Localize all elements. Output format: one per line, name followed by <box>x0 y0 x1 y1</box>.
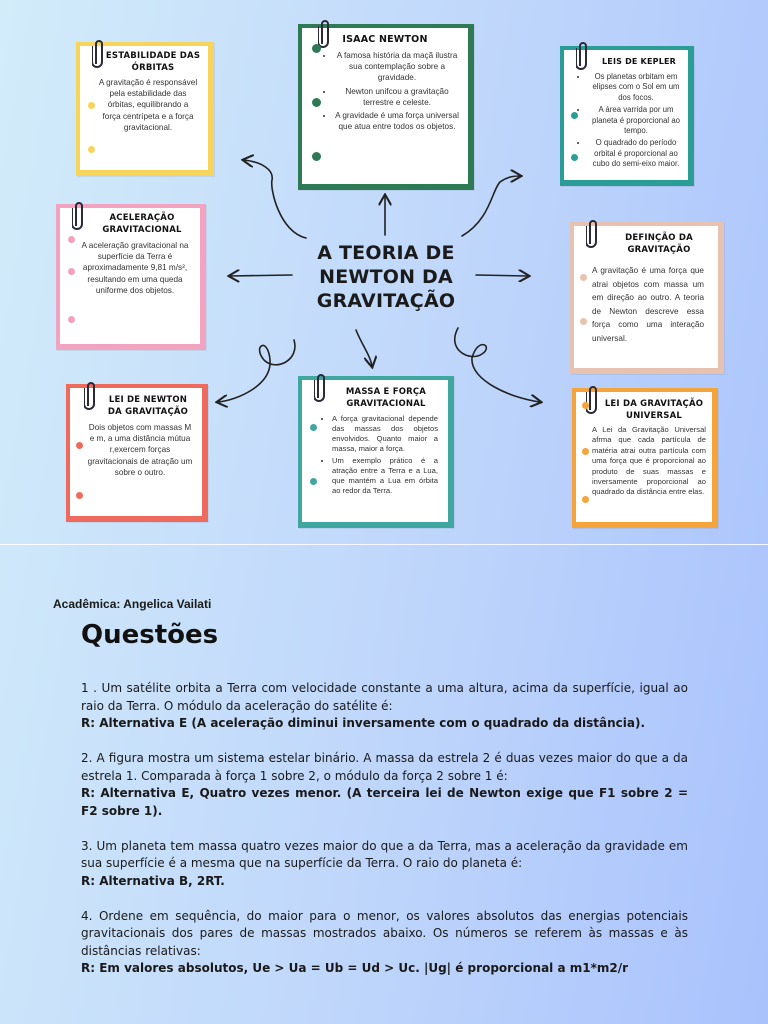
paperclip-icon <box>586 218 600 250</box>
list-item: • Um exemplo prático é a atração entre a Terra e a Lua, que mantém a Lua em órbita ao redor da Terra. <box>332 456 438 496</box>
bullet-dot <box>88 102 95 109</box>
question-text: 3. Um planeta tem massa quatro vezes maior do que a da Terra, mas a aceleração da gravidade em sua superfície é a mesma que na superfície da Terra. O raio do planeta é: <box>81 838 688 870</box>
note-body: A Lei da Gravitação Universal afrma que cada partícula de matéria atrai outra partícula com uma força que é proporcional ao produto de suas massas e inversamente proporcional ao quadrado da distância entre elas. <box>592 425 706 497</box>
author-line: Acadêmica: Angelica Vailati <box>53 597 212 611</box>
section-divider <box>0 544 768 545</box>
note-title: ACELERAÇÃO GRAVITACIONAL <box>102 213 182 235</box>
answer-text: R: Alternativa E, Quatro vezes menor. (A terceira lei de Newton exige que F1 sobre 2 = F2 sobre 1). <box>81 786 688 818</box>
arrow-to-aceleracao <box>230 275 292 276</box>
bullet-dot <box>68 316 75 323</box>
list-item: • A gravidade é uma força universal que atua entre todos os objetos. <box>334 110 460 132</box>
note-definicao <box>570 222 724 374</box>
bullet-dot <box>88 146 95 153</box>
paperclip-icon <box>586 384 600 416</box>
note-title: LEIS DE KEPLER <box>601 57 677 66</box>
note-massa <box>298 376 454 528</box>
bullet-dot <box>571 112 578 119</box>
bullet-dot <box>312 98 321 107</box>
answer-text: R: Alternativa B, 2RT. <box>81 873 225 888</box>
note-title: ISAAC NEWTON <box>342 34 428 45</box>
list-item: • Newton unifcou a gravitação terrestre e celeste. <box>334 86 460 108</box>
list-item: • O quadrado do período orbital é proporcional ao cubo do semi-eixo maior. <box>588 138 684 169</box>
paperclip-icon <box>92 38 106 70</box>
note-universal <box>572 388 718 528</box>
note-kepler <box>560 46 694 186</box>
questions-list <box>81 680 688 978</box>
note-title: LEI DE NEWTON DA GRAVITAÇÃO <box>107 395 189 417</box>
paperclip-icon <box>314 372 328 404</box>
note-aceleracao <box>56 204 206 350</box>
question-text: 4. Ordene em sequência, do maior para o menor, os valores absolutos das energias potenciais gravitacionais dos pares de massas mostrados abaixo. Os números se referem às massas e às distâncias relativas: <box>81 908 688 958</box>
bullet-dot <box>310 478 317 485</box>
bullet-dot <box>310 424 317 431</box>
note-title: ESTABILIDADE DAS ÓRBITAS <box>105 51 201 73</box>
note-isaac-newton <box>298 24 474 190</box>
bullet-dot <box>312 44 321 53</box>
note-body: A gravitação é uma força que atrai objetos com massa um em direção ao outro. A teoria de Newton descreve essa força como uma interação universal. <box>592 266 704 343</box>
note-lei-newton <box>66 384 208 522</box>
question-text: 2. A figura mostra um sistema estelar binário. A massa da estrela 2 é duas vezes maior do que a da estrela 1. Comparada à força 1 sobre 2, o módulo da força 2 sobre 1 é: <box>81 751 688 783</box>
bullet-dot <box>580 318 587 325</box>
answer-text: R: Alternativa E (A aceleração diminui inversamente com o quadrado da distância). <box>81 716 646 730</box>
note-body: A gravitação é responsável pela estabilidade das órbitas, equilibrando a força centrípeta e a força gravitacional. <box>98 78 198 132</box>
question-text: 1 . Um satélite orbita a Terra com velocidade constante a uma altura, acima da superfície, igual ao raio da Terra. O módulo da aceleração do satélite é: <box>81 681 688 713</box>
arrow-to-definicao <box>476 275 528 276</box>
paperclip-icon <box>72 200 86 232</box>
paperclip-icon <box>84 380 98 412</box>
bullet-dot <box>580 274 587 281</box>
arrow-to-lei-newton <box>218 340 295 402</box>
note-title: LEI DA GRAVITAÇÃO UNIVERSAL <box>604 399 704 421</box>
note-body: A aceleração gravitacional na superfície da Terra é aproximadamente 9,81 m/s², resultando em uma queda uniforme dos objetos. <box>81 241 189 295</box>
list-item: • A área varrida por um planeta é proporcional ao tempo. <box>588 105 684 136</box>
arrow-to-estabilidade <box>244 160 306 238</box>
arrow-to-universal <box>455 328 540 402</box>
center-title: A TEORIA DE NEWTON DA GRAVITAÇÃO <box>316 242 456 312</box>
arrow-to-massa <box>356 330 372 366</box>
bullet-dot <box>571 154 578 161</box>
list-item: • A força gravitacional depende das massas dos objetos envolvidos. Quanto maior a massa, maior a força. <box>332 414 438 454</box>
note-body <box>302 50 468 132</box>
note-estabilidade <box>76 42 214 176</box>
questions-title: Questões <box>81 620 219 650</box>
bullet-dot <box>76 492 83 499</box>
note-body: Dois objetos com massas M e m, a uma distância mútua r,exercem forças gravitacionais de atração um sobre o outro. <box>87 423 193 477</box>
note-body <box>302 414 448 496</box>
bullet-dot <box>68 268 75 275</box>
bullet-dot <box>312 152 321 161</box>
bullet-dot <box>582 448 589 455</box>
bullet-dot <box>582 496 589 503</box>
note-body <box>564 72 688 170</box>
bullet-dot <box>68 236 75 243</box>
paperclip-icon <box>576 40 590 72</box>
list-item: • A famosa história da maçã ilustra sua contemplação sobre a gravidade. <box>334 50 460 84</box>
bullet-dot <box>76 442 83 449</box>
note-title: MASSA E FORÇA GRAVITACIONAL <box>345 387 427 409</box>
answer-text: R: Em valores absolutos, Ue > Ua = Ub = Ud > Uc. |Ug| é proporcional a m1*m2/r <box>81 961 629 975</box>
list-item: • Os planetas orbitam em elipses com o Sol em um dos focos. <box>588 72 684 103</box>
note-title: DEFINÇÃO DA GRAVITAÇÃO <box>625 233 693 255</box>
bullet-dot <box>582 402 589 409</box>
